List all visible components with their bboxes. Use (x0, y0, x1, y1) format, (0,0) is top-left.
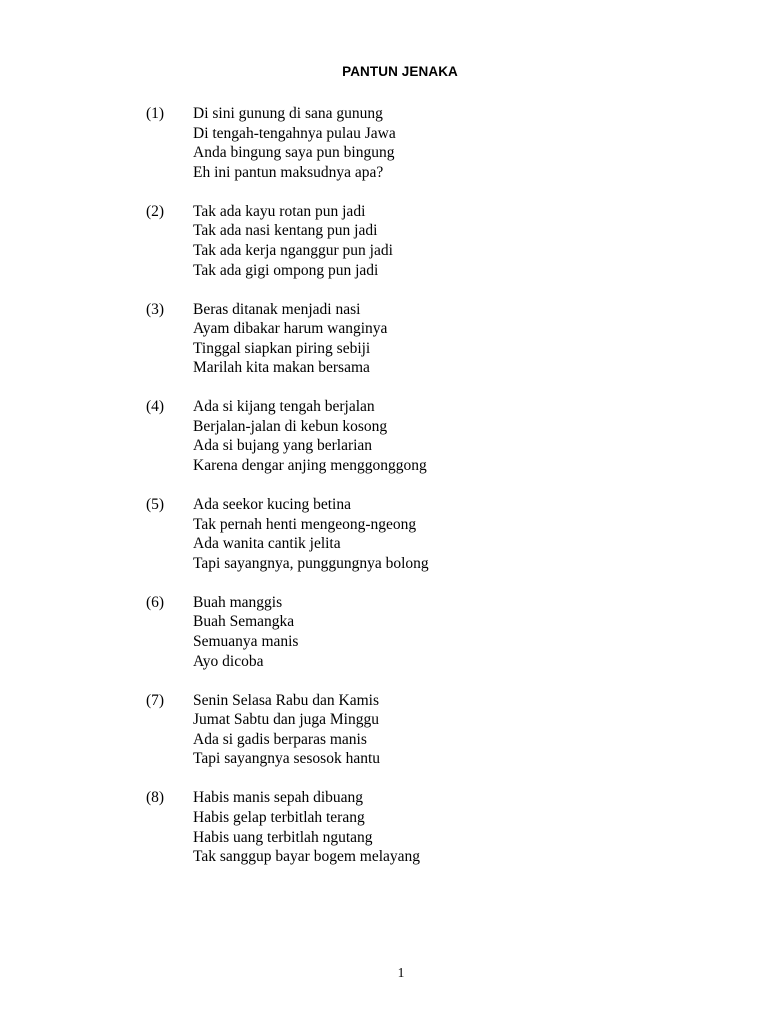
stanza-line: Buah manggis (193, 593, 283, 611)
stanza-number: (3) (146, 300, 165, 318)
stanza-line: Tak ada nasi kentang pun jadi (193, 222, 378, 240)
stanza-line: Senin Selasa Rabu dan Kamis (193, 691, 379, 709)
stanza-line: Ada si gadis berparas manis (193, 730, 367, 748)
stanza-5 (146, 495, 746, 573)
stanza-2 (146, 202, 746, 280)
stanza-line: Di sini gunung di sana gunung (193, 105, 383, 122)
stanza-3 (146, 300, 746, 378)
stanza-lines (193, 202, 746, 280)
stanza-7 (146, 691, 746, 769)
stanza-number: (6) (146, 593, 165, 611)
stanza-line: Ada si kijang tengah berjalan (193, 398, 375, 416)
stanza-line: Di tengah-tengahnya pulau Jawa (193, 124, 396, 142)
stanza-number: (7) (146, 691, 165, 709)
stanza-number: (4) (146, 398, 165, 416)
stanza-number: (1) (146, 105, 165, 122)
stanza-line: Tak ada kayu rotan pun jadi (193, 202, 366, 220)
stanza-lines (193, 104, 746, 182)
document-title: PANTUN JENAKA (342, 64, 458, 79)
stanza-line: Tak pernah henti mengeong-ngeong (193, 515, 417, 533)
stanza-line: Marilah kita makan bersama (193, 359, 370, 377)
stanza-line: Tinggal siapkan piring sebiji (193, 339, 371, 357)
stanza-line: Tak ada kerja nganggur pun jadi (193, 241, 393, 259)
stanza-line: Semuanya manis (193, 633, 299, 651)
stanza-line: Habis gelap terbitlah terang (193, 808, 365, 826)
stanza-line: Buah Semangka (193, 613, 295, 631)
stanza-line: Beras ditanak menjadi nasi (193, 300, 361, 318)
stanza-number: (8) (146, 789, 165, 807)
stanza-lines (193, 788, 746, 866)
stanza-line: Anda bingung saya pun bingung (193, 144, 395, 162)
stanza-lines (193, 495, 746, 573)
stanza-4 (146, 397, 746, 475)
stanza-line: Tak sanggup bayar bogem melayang (193, 848, 421, 866)
stanza-line: Tak ada gigi ompong pun jadi (193, 261, 379, 279)
stanza-line: Jumat Sabtu dan juga Minggu (193, 711, 379, 729)
stanza-lines (193, 691, 746, 769)
stanza-number: (2) (146, 202, 165, 220)
stanza-lines (193, 593, 746, 671)
stanza-line: Ada seekor kucing betina (193, 496, 351, 514)
stanza-6 (146, 593, 746, 671)
stanza-8 (146, 788, 746, 866)
stanza-line: Ayo dicoba (193, 652, 264, 670)
stanza-line: Ada si bujang yang berlarian (193, 437, 373, 455)
pantun-list (146, 104, 746, 886)
stanza-line: Ada wanita cantik jelita (193, 535, 341, 553)
stanza-line: Habis uang terbitlah ngutang (193, 828, 373, 846)
page-number: 1 (397, 965, 405, 980)
stanza-line: Tapi sayangnya, punggungnya bolong (193, 554, 429, 572)
stanza-lines (193, 300, 746, 378)
stanza-line: Karena dengar anjing menggonggong (193, 457, 427, 475)
stanza-number: (5) (146, 496, 165, 514)
stanza-line: Berjalan-jalan di kebun kosong (193, 417, 388, 435)
stanza-line: Tapi sayangnya sesosok hantu (193, 750, 381, 768)
stanza-lines (193, 397, 746, 475)
stanza-line: Habis manis sepah dibuang (193, 789, 364, 807)
stanza-line: Eh ini pantun maksudnya apa? (193, 163, 384, 181)
stanza-line: Ayam dibakar harum wanginya (193, 320, 388, 338)
stanza-1 (146, 104, 746, 182)
